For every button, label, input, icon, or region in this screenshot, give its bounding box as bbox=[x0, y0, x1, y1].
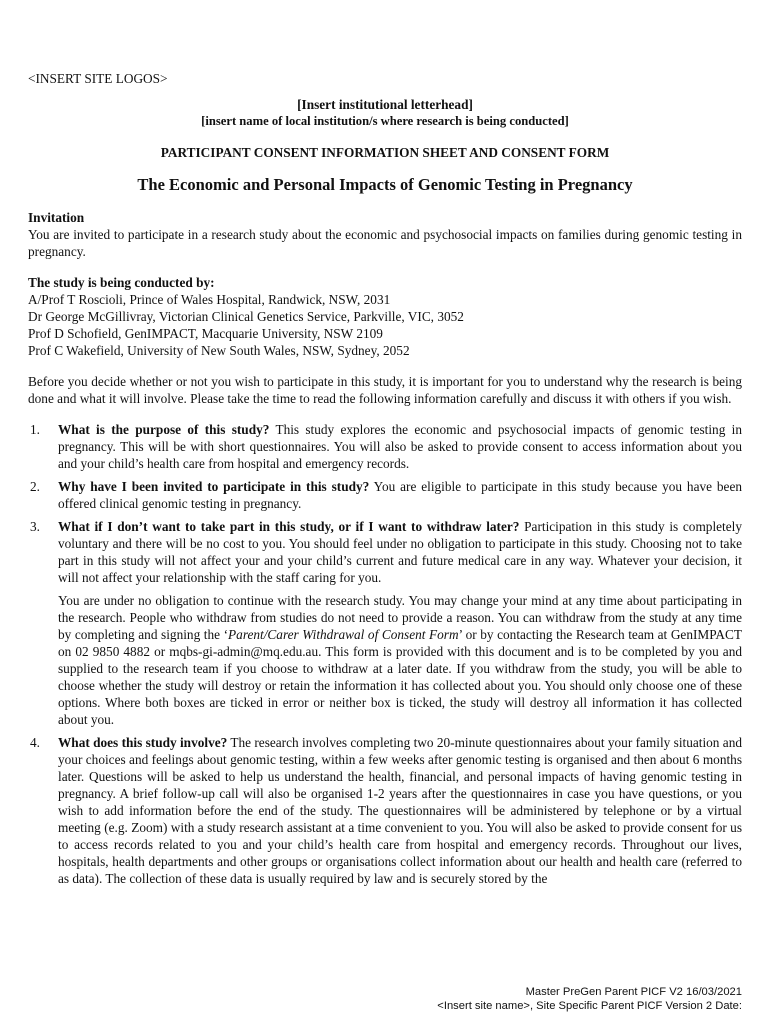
item-text: Participation in this study is completely voluntary and there will be no cost to you. You should feel under no obligation to participate in this study. Choosing not to take part in this study will not affect your and your child’s current and future medical care in any way. Whatever your decision, it will not affect your relationship with the staff caring for you. bbox=[58, 519, 742, 585]
footer-site-line: <Insert site name>, Site Specific Parent PICF Version 2 Date: bbox=[437, 1000, 742, 1012]
item-text: You are eligible to participate in this study because you have been offered clinical genomic testing in pregnancy. bbox=[58, 479, 742, 511]
researcher-line: A/Prof T Roscioli, Prince of Wales Hospital, Randwick, NSW, 2031 bbox=[28, 292, 391, 307]
item-question: What is the purpose of this study? bbox=[58, 422, 270, 437]
document-page bbox=[28, 70, 742, 893]
intro-paragraph: Before you decide whether or not you wish to participate in this study, it is important for you to understand why the research is being done and what it will involve. Please take the time to read the following information carefully and discuss it with others if you wish. bbox=[28, 374, 742, 406]
question-item-2 bbox=[28, 478, 742, 512]
site-logos-placeholder: <INSERT SITE LOGOS> bbox=[28, 71, 168, 86]
item-text: This study explores the economic and psychosocial impacts of genomic testing in pregnancy. This will be with short questionnaires. You will also be asked to provide consent to access information about you and your child’s health care from hospital and emergency records. bbox=[58, 422, 742, 471]
question-item-4 bbox=[28, 734, 742, 887]
question-item-1 bbox=[28, 421, 742, 472]
numbered-questions bbox=[28, 421, 742, 887]
researcher-line: Dr George McGillivray, Victorian Clinical Genetics Service, Parkville, VIC, 3052 bbox=[28, 309, 464, 324]
item-text: The research involves completing two 20-minute questionnaires about your family situation and your choices and feelings about genomic testing, within a few weeks after genomic testing is organised and then about 6 months later. Questions will be asked to help us understand the health, financial, and personal impacts of having genomic testing in pregnancy. A brief follow-up call will also be organised 1-2 years after the questionnaires in case you have questions, or you wish to add information before the end of the study. The questionnaires will be administered by telephone or by a virtual meeting (e.g. Zoom) with a study research assistant at a time convenient to you. You will also be asked to provide consent for us to access records related to you and your child’s health care from hospital and emergency records. Throughout our lives, hospitals, health departments and other groups or organisations collect information about our health and health care (referred to as data). The collection of these data is usually required by law and is securely stored by the bbox=[58, 735, 742, 886]
page-footer bbox=[437, 985, 742, 1013]
item-number: 4. bbox=[30, 735, 40, 750]
local-institution-placeholder: [insert name of local institution/s where research is being conducted] bbox=[201, 114, 569, 128]
withdrawal-form-name: Parent/Carer Withdrawal of Consent Form bbox=[228, 627, 459, 642]
conducted-by-heading: The study is being conducted by: bbox=[28, 275, 215, 290]
sheet-title: PARTICIPANT CONSENT INFORMATION SHEET AND CONSENT FORM bbox=[160, 145, 610, 160]
item-question: Why have I been invited to participate in this study? bbox=[58, 479, 370, 494]
footer-version-line: Master PreGen Parent PICF V2 16/03/2021 bbox=[525, 986, 742, 998]
researcher-line: Prof D Schofield, GenIMPACT, Macquarie University, NSW 2109 bbox=[28, 326, 383, 341]
item-question: What does this study involve? bbox=[58, 735, 228, 750]
withdrawal-paragraph bbox=[58, 592, 742, 728]
invitation-section bbox=[28, 209, 742, 260]
study-title: The Economic and Personal Impacts of Genomic Testing in Pregnancy bbox=[137, 175, 633, 194]
item-number: 3. bbox=[30, 519, 40, 534]
withdrawal-text-a: You are under no obligation to continue with the research study. You may change your mind at any time about participating in the research. People who withdraw from studies do not need to provide a reason. You can withdraw from the study at any time by completing and signing the ‘ bbox=[58, 593, 742, 642]
item-question: What if I don’t want to take part in this study, or if I want to withdraw later? bbox=[58, 519, 520, 534]
withdrawal-text-b: ’ or by contacting the Research team at GenIMPACT on 02 9850 4882 or mqbs-gi-admin@mq.edu.au. This form is provided with this document and is to be completed by you and supplied to the research team if you choose to withdraw at a later date. If you withdraw from the study, you will be able to choose whether the study will destroy or retain the information it has collected about you. You should only choose one of these options. Where both boxes are ticked in error or neither box is ticked, the study will destroy all information it has collected about you. bbox=[58, 627, 742, 727]
item-number: 2. bbox=[30, 479, 40, 494]
conducted-by-section bbox=[28, 274, 742, 359]
invitation-heading: Invitation bbox=[28, 210, 85, 225]
question-item-3 bbox=[28, 518, 742, 728]
item-number: 1. bbox=[30, 422, 40, 437]
invitation-text: You are invited to participate in a research study about the economic and psychosocial impacts on families during genomic testing in pregnancy. bbox=[28, 227, 742, 259]
letterhead-placeholder: [Insert institutional letterhead] bbox=[297, 97, 473, 112]
researcher-line: Prof C Wakefield, University of New South Wales, NSW, Sydney, 2052 bbox=[28, 343, 410, 358]
